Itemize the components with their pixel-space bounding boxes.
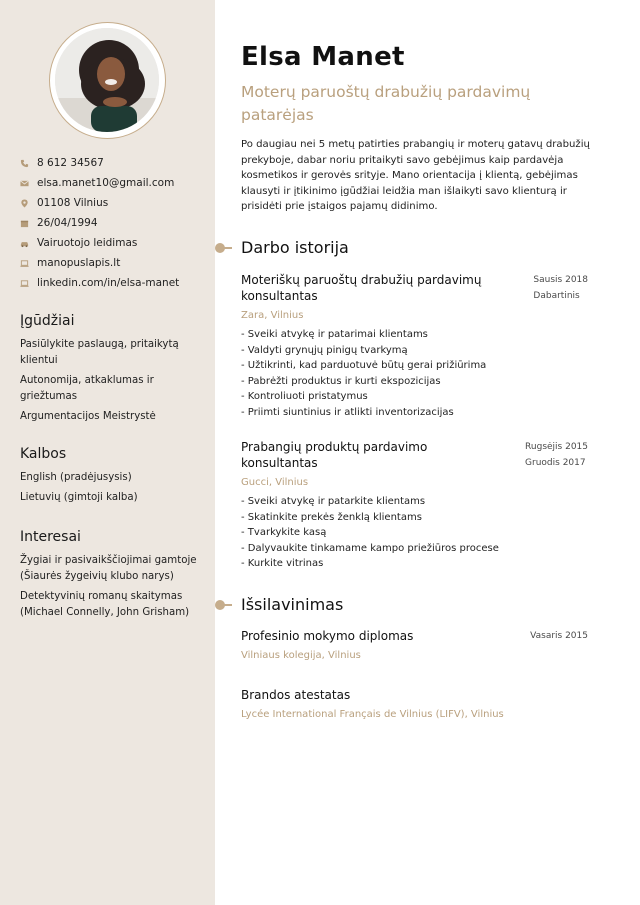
- profile-summary: Po daugiau nei 5 metų patirties prabangių ir moterų gatavų drabužių prekyboje, dabar noriu pritaikyti savo gebėjimus kaip pardavėja kosmetikos ir gerovės srityje. Mano orientacija į klientą, gebėjimas klausyti ir įtikinimo įgūdžiai leidžia man išlaikyti savo klienturą ir prisidėti prie įstaigos pajamų didinimo.: [241, 139, 590, 212]
- bullet-item: - Sveiki atvykę ir patarimai klientams: [241, 327, 601, 343]
- date-start: Rugsėjis 2015: [525, 442, 588, 452]
- sidebar: [0, 0, 215, 905]
- contact-text: elsa.manet10@gmail.com: [37, 177, 175, 189]
- entry-title: Profesinio mokymo diplomas: [241, 629, 414, 643]
- bullet-item: - Sveiki atvykę ir patarkite klientams: [241, 494, 601, 510]
- contact-phone: [20, 153, 210, 173]
- interest-item: Žygiai ir pasivaikščiojimai gamtoje (Šiaurės žygeivių klubo narys): [20, 555, 197, 582]
- entry-bullets: [241, 494, 601, 572]
- email-icon: [20, 179, 29, 188]
- section-title: Įgūdžiai: [20, 313, 75, 329]
- phone-icon: [20, 159, 29, 168]
- language-item: Lietuvių (gimtoji kalba): [20, 492, 138, 503]
- education-section-title: Išsilavinimas: [241, 595, 344, 614]
- skill-item: Argumentacijos Meistrystė: [20, 411, 156, 422]
- contact-license: [20, 233, 210, 253]
- contact-website[interactable]: [20, 253, 210, 273]
- contact-text: Vairuotojo leidimas: [37, 237, 138, 249]
- education-entry: [241, 687, 601, 720]
- date-end: Dabartinis: [533, 291, 580, 301]
- entry-organization: Zara, Vilnius: [241, 310, 304, 321]
- car-icon: [20, 239, 29, 248]
- work-section-title: Darbo istorija: [241, 238, 349, 257]
- entry-title: Moteriškų paruoštų drabužių pardavimų konsultantas: [241, 273, 482, 303]
- entry-title: Prabangių produktų pardavimo konsultantas: [241, 440, 428, 470]
- entry-bullets: [241, 327, 601, 420]
- bullet-item: - Priimti siuntinius ir atlikti inventorizacijas: [241, 405, 601, 421]
- avatar-frame: [49, 22, 166, 139]
- bullet-item: - Kurkite vitrinas: [241, 556, 601, 572]
- interests-section: [20, 529, 200, 625]
- entry-organization: Gucci, Vilnius: [241, 477, 309, 488]
- date-end: Gruodis 2017: [525, 458, 586, 468]
- education-entry: [241, 628, 601, 661]
- location-icon: [20, 199, 29, 208]
- contact-linkedin[interactable]: [20, 273, 210, 293]
- section-title: Interesai: [20, 529, 81, 545]
- contact-text: 26/04/1994: [37, 217, 98, 229]
- bullet-item: - Kontroliuoti pristatymus: [241, 389, 601, 405]
- profile-photo: [55, 28, 159, 132]
- contact-email: [20, 173, 210, 193]
- skill-item: Pasiūlykite paslaugą, pritaikytą klientui: [20, 339, 179, 366]
- contact-birthdate: [20, 213, 210, 233]
- interest-item: Detektyvinių romanų skaitymas (Michael Connelly, John Grisham): [20, 591, 190, 618]
- entry-organization: Vilniaus kolegija, Vilnius: [241, 650, 361, 661]
- entry-dates: [525, 439, 588, 471]
- avatar: [55, 28, 159, 132]
- language-item: English (pradėjusysis): [20, 472, 132, 483]
- work-entry: [241, 439, 601, 572]
- contact-address: [20, 193, 210, 213]
- section-title: Kalbos: [20, 446, 67, 462]
- contact-text[interactable]: linkedin.com/in/elsa-manet: [37, 277, 180, 289]
- date-start: Sausis 2018: [533, 275, 588, 285]
- contact-text: 8 612 34567: [37, 157, 104, 169]
- contact-text: 01108 Vilnius: [37, 197, 109, 209]
- skills-section: [20, 313, 200, 429]
- calendar-icon: [20, 219, 29, 228]
- skill-item: Autonomija, atkaklumas ir griežtumas: [20, 375, 154, 402]
- entry-dates: [533, 272, 588, 304]
- entry-title: Brandos atestatas: [241, 688, 351, 702]
- section-marker-dot: [215, 243, 225, 253]
- bullet-item: - Valdyti grynųjų pinigų tvarkymą: [241, 343, 601, 359]
- laptop-icon: [20, 259, 29, 268]
- entry-dates: [530, 628, 588, 644]
- date: Vasaris 2015: [530, 631, 588, 641]
- work-entry: [241, 272, 601, 420]
- bullet-item: - Dalyvaukite tinkamame kampo priežiūros procese: [241, 541, 601, 557]
- contact-text[interactable]: manopuslapis.lt: [37, 257, 121, 269]
- section-marker-dot: [215, 600, 225, 610]
- bullet-item: - Tvarkykite kasą: [241, 525, 601, 541]
- bullet-item: - Pabrėžti produktus ir kurti ekspozicijas: [241, 374, 601, 390]
- languages-section: [20, 446, 200, 510]
- candidate-name: Elsa Manet: [241, 42, 405, 72]
- bullet-item: - Skatinkite prekės ženklą klientams: [241, 510, 601, 526]
- job-title: Moterų paruoštų drabužių pardavimų patarėjas: [241, 83, 531, 124]
- bullet-item: - Užtikrinti, kad parduotuvė būtų gerai prižiūrima: [241, 358, 601, 374]
- contact-list: [20, 153, 210, 293]
- entry-organization: Lycée International Français de Vilnius (LIFV), Vilnius: [241, 709, 504, 720]
- linkedin-icon: [20, 279, 29, 288]
